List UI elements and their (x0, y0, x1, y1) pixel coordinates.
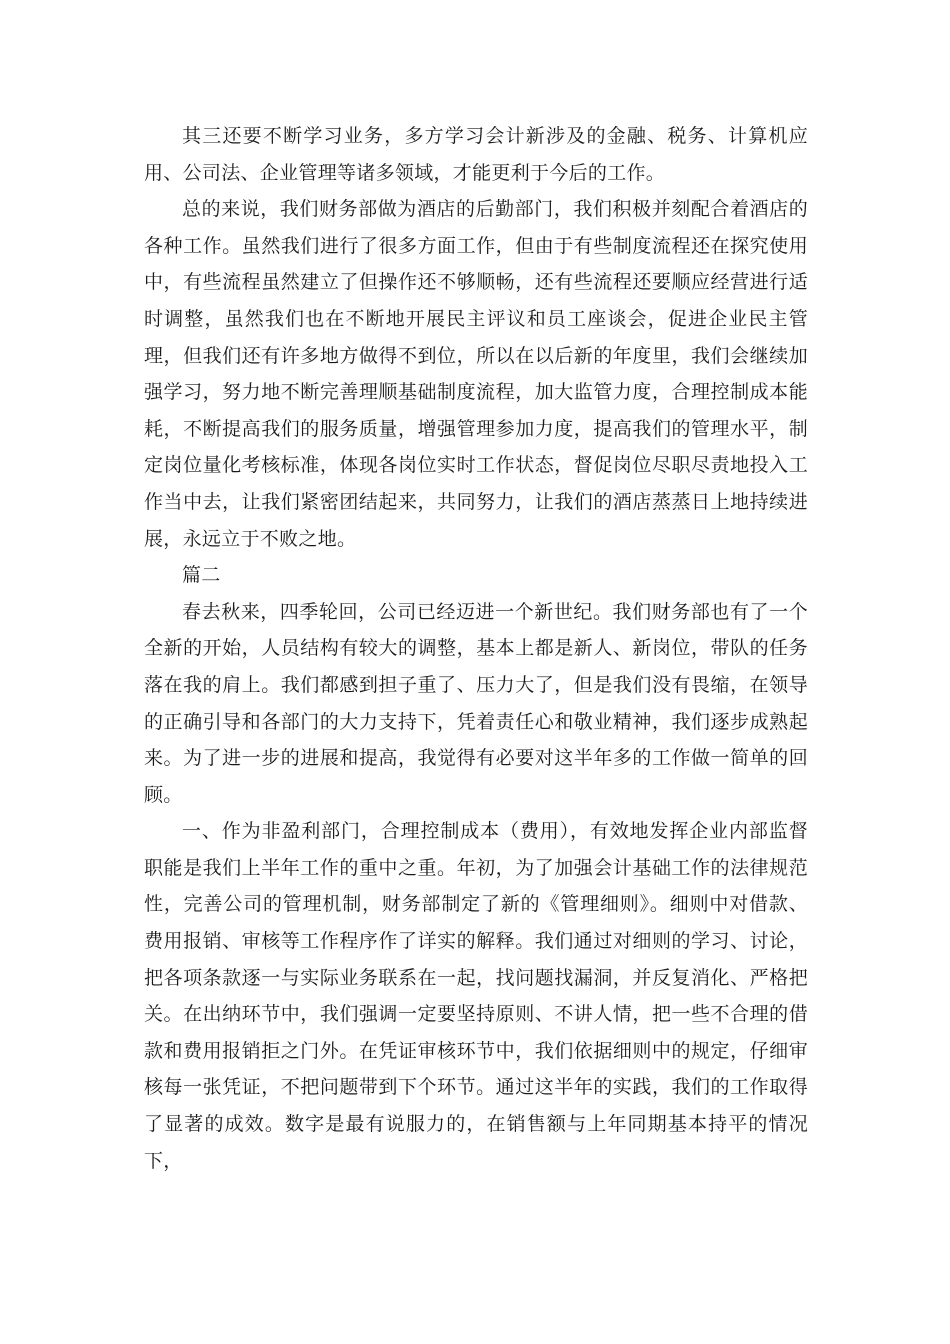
paragraph-2: 总的来说，我们财务部做为酒店的后勤部门，我们积极并刻配合着酒店的各种工作。虽然我们进行了很多方面工作，但由于有些制度流程还在探究使用中，有些流程虽然建立了但操作还不够顺畅，还有些流程还要顺应经营进行适时调整，虽然我们也在不断地开展民主评议和员工座谈会，促进企业民主管理，但我们还有许多地方做得不到位，所以在以后新的年度里，我们会继续加强学习，努力地不断完善理顺基础制度流程，加大监管力度，合理控制成本能耗，不断提高我们的服务质量，增强管理参加力度，提高我们的管理水平，制定岗位量化考核标准，体现各岗位实时工作状态，督促岗位尽职尽责地投入工作当中去，让我们紧密团结起来，共同努力，让我们的酒店蒸蒸日上地持续进展，永远立于不败之地。 (144, 198, 808, 550)
document-body (144, 118, 808, 1179)
paragraph-3: 春去秋来，四季轮回，公司已经迈进一个新世纪。我们财务部也有了一个全新的开始，人员结构有较大的调整，基本上都是新人、新岗位，带队的任务落在我的肩上。我们都感到担子重了、压力大了，但是我们没有畏缩，在领导的正确引导和各部门的大力支持下，凭着责任心和敬业精神，我们逐步成熟起来。为了进一步的进展和提高，我觉得有必要对这半年多的工作做一简单的回顾。 (144, 600, 808, 806)
paragraph-4: 一、作为非盈利部门，合理控制成本（费用），有效地发挥企业内部监督职能是我们上半年工作的重中之重。年初，为了加强会计基础工作的法律规范性，完善公司的管理机制，财务部制定了新的《管理细则》。细则中对借款、费用报销、审核等工作程序作了详实的解释。我们通过对细则的学习、讨论，把各项条款逐一与实际业务联系在一起，找问题找漏洞，并反复消化、严格把关。在出纳环节中，我们强调一定要坚持原则、不讲人情，把一些不合理的借款和费用报销拒之门外。在凭证审核环节中，我们依据细则中的规定，仔细审核每一张凭证，不把问题带到下个环节。通过这半年的实践，我们的工作取得了显著的成效。数字是最有说服力的，在销售额与上年同期基本持平的情况下， (144, 820, 808, 1172)
paragraph-1: 其三还要不断学习业务，多方学习会计新涉及的金融、税务、计算机应用、公司法、企业管理等诸多领域，才能更利于今后的工作。 (144, 125, 808, 184)
section-heading: 篇二 (182, 564, 221, 587)
